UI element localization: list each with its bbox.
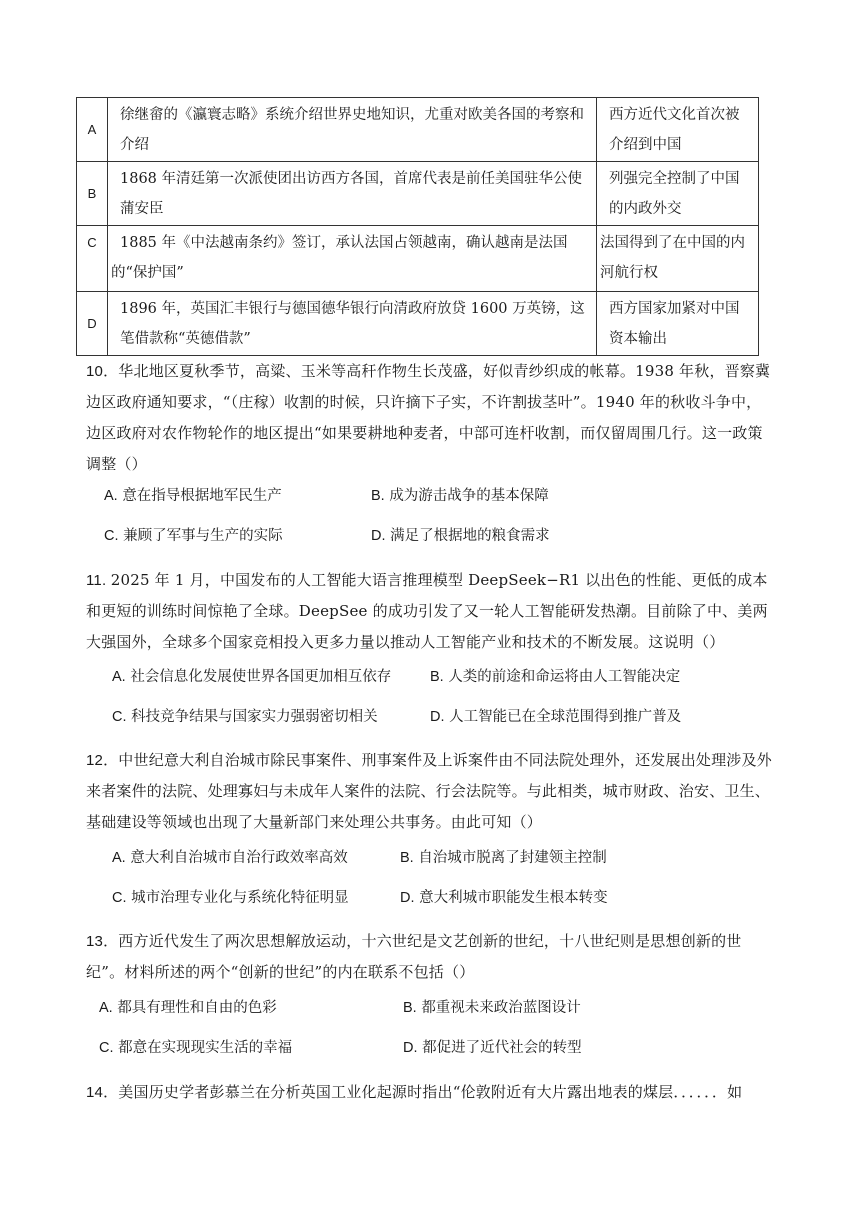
- option-c[interactable]: C. 科技竞争结果与国家实力强弱密切相关: [112, 709, 378, 725]
- option-b[interactable]: B. 人类的前途和命运将由人工智能决定: [430, 669, 681, 685]
- row-conclusion: 列强完全控制了中国的内政外交: [597, 162, 759, 226]
- question-text: 西方近代发生了两次思想解放运动，十六世纪是文艺创新的世纪，十八世纪则是思想创新的世纪”。材料所述的两个“创新的世纪”的内在联系不包括（）: [86, 932, 742, 981]
- row-letter: A: [77, 98, 108, 162]
- option-a[interactable]: A. 意在指导根据地军民生产: [104, 488, 282, 504]
- option-c[interactable]: C. 都意在实现现实生活的幸福: [99, 1040, 293, 1056]
- option-a[interactable]: A. 意大利自治城市自治行政效率高效: [112, 850, 348, 866]
- question-text: 美国历史学者彭慕兰在分析英国工业化起源时指出“伦敦附近有大片露出地表的煤层．．．．．．如: [118, 1083, 743, 1101]
- option-d[interactable]: D. 人工智能已在全球范围得到推广普及: [430, 709, 682, 725]
- option-b[interactable]: B. 自治城市脱离了封建领主控制: [400, 850, 607, 866]
- question-11: [86, 565, 774, 658]
- question-text: 中世纪意大利自治城市除民事案件、刑事案件及上诉案件由不同法院处理外，还发展出处理涉及外来者案件的法院、处理寡妇与未成年人案件的法院、行会法院等。与此相类，城市财政、治安、卫生、基础建设等领域也出现了大量新部门来处理公共事务。由此可知（）: [86, 751, 772, 831]
- row-description: 1885 年《中法越南条约》签订，承认法国占领越南，确认越南是法国的“保护国”: [108, 226, 597, 292]
- question-number: 13．: [86, 933, 119, 950]
- table-row: [77, 162, 759, 226]
- row-conclusion: 西方近代文化首次被介绍到中国: [597, 98, 759, 162]
- table-row: [77, 98, 759, 162]
- question-text: 华北地区夏秋季节，高粱、玉米等高秆作物生长茂盛，好似青纱织成的帐幕。1938 年秋，晋察冀边区政府通知要求，“（庄稼）收割的时候，只许摘下子实，不许割拔茎叶”。1940 年的秋收斗争中，边区政府对农作物轮作的地区提出“如果要耕地种麦者，中部可连杆收割，而仅留周围几行。这一政策调整（）: [86, 362, 771, 473]
- option-table: [76, 97, 759, 356]
- option-a[interactable]: A. 社会信息化发展使世界各国更加相互依存: [112, 669, 392, 685]
- row-letter: B: [77, 162, 108, 226]
- question-10: [86, 356, 774, 480]
- question-number: 14．: [86, 1084, 119, 1101]
- option-d[interactable]: D. 满足了根据地的粮食需求: [371, 528, 550, 544]
- row-letter: D: [77, 292, 108, 356]
- row-description: 徐继畲的《瀛寰志略》系统介绍世界史地知识，尤重对欧美各国的考察和介绍: [108, 98, 597, 162]
- option-b[interactable]: B. 成为游击战争的基本保障: [371, 488, 549, 504]
- option-c[interactable]: C. 城市治理专业化与系统化特征明显: [112, 890, 349, 906]
- option-d[interactable]: D. 都促进了近代社会的转型: [403, 1040, 582, 1056]
- row-conclusion: 法国得到了在中国的内河航行权: [597, 226, 759, 292]
- question-12: [86, 745, 774, 838]
- row-letter: C: [77, 226, 108, 292]
- option-c[interactable]: C. 兼顾了军事与生产的实际: [104, 528, 283, 544]
- question-number: 10．: [86, 363, 119, 380]
- option-d[interactable]: D. 意大利城市职能发生根本转变: [400, 890, 608, 906]
- question-13: [86, 926, 774, 988]
- question-number: 12．: [86, 752, 119, 769]
- option-b[interactable]: B. 都重视未来政治蓝图设计: [403, 1000, 581, 1016]
- question-14: [86, 1077, 774, 1108]
- row-description: 1896 年，英国汇丰银行与德国德华银行向清政府放贷 1600 万英镑，这笔借款称“英德借款”: [108, 292, 597, 356]
- row-description: 1868 年清廷第一次派使团出访西方各国，首席代表是前任美国驻华公使蒲安臣: [108, 162, 597, 226]
- option-a[interactable]: A. 都具有理性和自由的色彩: [99, 1000, 277, 1016]
- table-row: [77, 226, 759, 292]
- row-conclusion: 西方国家加紧对中国资本输出: [597, 292, 759, 356]
- question-text: 2025 年 1 月，中国发布的人工智能大语言推理模型 DeepSeek−R1 以出色的性能、更低的成本和更短的训练时间惊艳了全球。DeepSee 的成功引发了又一轮人工智能研发热潮。目前除了中、美两大强国外，全球多个国家竞相投入更多力量以推动人工智能产业和技术的不断发展。这说明（）: [86, 571, 768, 651]
- table-row: [77, 292, 759, 356]
- question-number: 11.: [86, 572, 111, 589]
